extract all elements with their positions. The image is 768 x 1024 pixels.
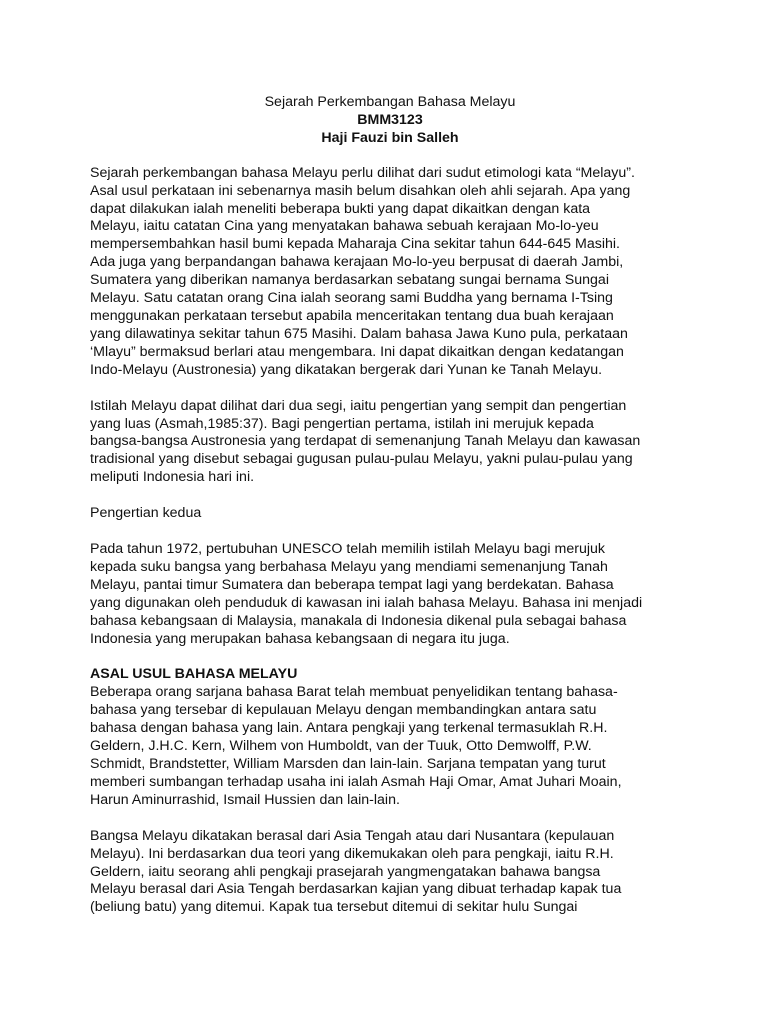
paragraph-line: bahasa dengan bahasa yang lain. Antara pengkaji yang terkenal termasuklah R.H. bbox=[90, 720, 608, 737]
document-title: Sejarah Perkembangan Bahasa Melayu bbox=[264, 94, 516, 110]
paragraph-line: Istilah Melayu dapat dilihat dari dua segi, iaitu pengertian yang sempit dan pengertian bbox=[90, 397, 627, 414]
paragraph-line: meliputi Indonesia hari ini. bbox=[90, 469, 255, 486]
paragraph bbox=[90, 684, 690, 809]
paragraph-line: (beliung batu) yang ditemui. Kapak tua tersebut ditemui di sekitar hulu Sungai bbox=[90, 899, 578, 916]
paragraph-line: Melayu, iaitu catatan Cina yang menyatakan bahawa sebuah kerajaan Mo-lo-yeu bbox=[90, 218, 599, 235]
author-name: Haji Fauzi bin Salleh bbox=[321, 129, 459, 146]
paragraph-line: Melayu. Satu catatan orang Cina ialah seorang sami Buddha yang bernama I-Tsing bbox=[90, 290, 613, 307]
paragraph-line: Melayu). Ini berdasarkan dua teori yang dikemukakan oleh para pengkaji, iaitu R.H. bbox=[90, 845, 614, 862]
paragraph-line: memberi sumbangan terhadap usaha ini ialah Asmah Haji Omar, Amat Juhari Moain, bbox=[90, 773, 622, 790]
body-paragraphs bbox=[90, 165, 690, 649]
document-header bbox=[90, 94, 690, 148]
paragraph-line: bahasa kebangsaan di Malaysia, manakala di Indonesia dikenal pula sebagai bahasa bbox=[90, 612, 627, 629]
paragraph-line: Melayu berasal dari Asia Tengah berdasarkan kajian yang dibuat terhadap kapak tua bbox=[90, 881, 622, 898]
paragraph bbox=[90, 828, 690, 918]
paragraph bbox=[90, 505, 690, 523]
paragraph-line: Indo-Melayu (Austronesia) yang dikatakan bergerak dari Yunan ke Tanah Melayu. bbox=[90, 361, 603, 378]
paragraph-line: Ada juga yang berpandangan bahawa kerajaan Mo-lo-yeu berpusat di daerah Jambi, bbox=[90, 254, 624, 271]
section-paragraphs bbox=[90, 684, 690, 917]
paragraph-line: Geldern, iaitu seorang ahli pengkaji prasejarah yangmengatakan bahawa bangsa bbox=[90, 863, 601, 880]
paragraph-line: Pengertian kedua bbox=[90, 505, 202, 522]
paragraph-line: Bangsa Melayu dikatakan berasal dari Asia Tengah atau dari Nusantara (kepulauan bbox=[90, 827, 615, 844]
paragraph-line: tradisional yang disebut sebagai gugusan pulau-pulau Melayu, yakni pulau-pulau yang bbox=[90, 451, 633, 468]
paragraph-line: Beberapa orang sarjana bahasa Barat telah membuat penyelidikan tentang bahasa- bbox=[90, 684, 618, 701]
paragraph-line: Sejarah perkembangan bahasa Melayu perlu dilihat dari sudut etimologi kata “Melayu”. bbox=[90, 164, 635, 181]
paragraph-line: menggunakan perkataan tersebut apabila menceritakan tentang dua buah kerajaan bbox=[90, 307, 614, 324]
paragraph-line: mempersembahkan hasil bumi kepada Maharaja Cina sekitar tahun 644-645 Masihi. bbox=[90, 236, 620, 253]
paragraph-line: ‘Mlayu” bermaksud berlari atau mengembara. Ini dapat dikaitkan dengan kedatangan bbox=[90, 343, 624, 360]
paragraph bbox=[90, 165, 690, 380]
paragraph-line: Indonesia yang merupakan bahasa kebangsaan di negara itu juga. bbox=[90, 630, 510, 647]
paragraph-line: Sumatera yang diberikan namanya berdasarkan sebatang sungai bernama Sungai bbox=[90, 272, 609, 289]
paragraph-line: Melayu, pantai timur Sumatera dan beberapa tempat lagi yang berdekatan. Bahasa bbox=[90, 576, 614, 593]
document-page bbox=[90, 94, 690, 935]
paragraph-line: bangsa-bangsa Austronesia yang terdapat di semenanjung Tanah Melayu dan kawasan bbox=[90, 433, 641, 450]
paragraph-line: Geldern, J.H.C. Kern, Wilhem von Humboldt, van der Tuuk, Otto Demwolff, P.W. bbox=[90, 738, 592, 755]
paragraph-line: kepada suku bangsa yang berbahasa Melayu yang mendiami semenanjung Tanah bbox=[90, 558, 608, 575]
paragraph-line: yang digunakan oleh penduduk di kawasan ini ialah bahasa Melayu. Bahasa ini menjadi bbox=[90, 594, 643, 611]
paragraph bbox=[90, 398, 690, 488]
paragraph-line: yang luas (Asmah,1985:37). Bagi pengertian pertama, istilah ini merujuk kepada bbox=[90, 415, 594, 432]
course-code: BMM3123 bbox=[357, 111, 423, 128]
paragraph-line: dapat dilakukan ialah meneliti beberapa bukti yang dapat dikaitkan dengan kata bbox=[90, 200, 591, 217]
paragraph-line: Harun Aminurrashid, Ismail Hussien dan lain-lain. bbox=[90, 791, 400, 808]
paragraph-line: Asal usul perkataan ini sebenarnya masih belum disahkan oleh ahli sejarah. Apa yang bbox=[90, 182, 631, 199]
paragraph-line: Schmidt, Brandstetter, William Marsden dan lain-lain. Sarjana tempatan yang turut bbox=[90, 756, 606, 772]
paragraph bbox=[90, 541, 690, 648]
paragraph-line: Pada tahun 1972, pertubuhan UNESCO telah memilih istilah Melayu bagi merujuk bbox=[90, 541, 605, 558]
paragraph-line: bahasa yang tersebar di kepulauan Melayu dengan membandingkan antara satu bbox=[90, 702, 597, 719]
paragraph-line: yang dilawatinya sekitar tahun 675 Masihi. Dalam bahasa Jawa Kuno pula, perkataan bbox=[90, 325, 628, 342]
section-heading: ASAL USUL BAHASA MELAYU bbox=[90, 666, 298, 683]
